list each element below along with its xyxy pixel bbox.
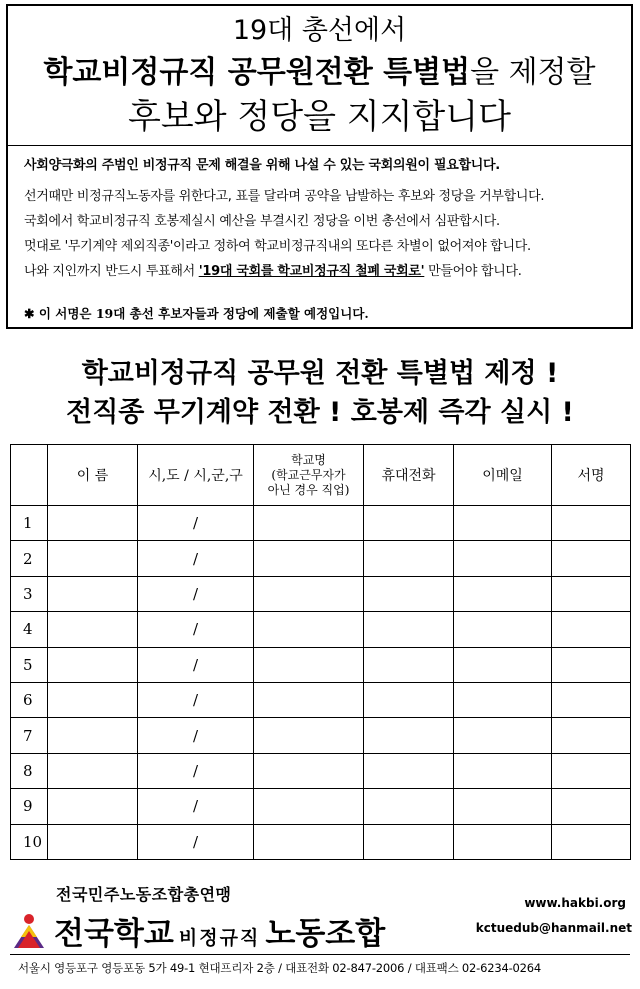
school-cell[interactable] — [254, 506, 364, 541]
headline-line-2 — [8, 54, 631, 92]
row-number: 9 — [11, 789, 48, 824]
phone-cell[interactable] — [364, 647, 454, 682]
email-cell[interactable] — [454, 682, 552, 717]
school-cell[interactable] — [254, 824, 364, 859]
union-name-part-1: 전국학교 — [54, 916, 174, 952]
table-row — [11, 576, 631, 611]
name-cell[interactable] — [48, 753, 138, 788]
email-cell[interactable] — [454, 753, 552, 788]
federation-name: 전국민주노동조합총연맹 — [56, 885, 232, 904]
row-number: 3 — [11, 576, 48, 611]
school-cell[interactable] — [254, 541, 364, 576]
row-number: 8 — [11, 753, 48, 788]
signature-cell[interactable] — [552, 682, 631, 717]
slogan-line-1: 학교비정규직 공무원 전환 특별법 제정 ! — [81, 358, 559, 389]
intro-emphasis: '19대 국회를 학교비정규직 철폐 국회로' — [198, 264, 425, 279]
region-cell[interactable]: / — [138, 576, 254, 611]
header-name: 이 름 — [48, 445, 138, 506]
phone-cell[interactable] — [364, 824, 454, 859]
website-link[interactable]: www.hakbi.org — [524, 896, 626, 910]
signature-rows — [11, 506, 631, 860]
school-cell[interactable] — [254, 789, 364, 824]
row-number: 6 — [11, 682, 48, 717]
phone-cell[interactable] — [364, 576, 454, 611]
header-school-sub-2: 아닌 경우 직업) — [267, 482, 350, 497]
name-cell[interactable] — [48, 718, 138, 753]
school-cell[interactable] — [254, 753, 364, 788]
row-number: 1 — [11, 506, 48, 541]
school-cell[interactable] — [254, 718, 364, 753]
signature-cell[interactable] — [552, 824, 631, 859]
email-cell[interactable] — [454, 647, 552, 682]
school-cell[interactable] — [254, 647, 364, 682]
email-cell[interactable] — [454, 824, 552, 859]
phone-cell[interactable] — [364, 753, 454, 788]
header-number — [11, 445, 48, 506]
intro-line: 멋대로 '무기계약 제외직종'이라고 정하여 학교비정규직내의 또다른 차별이 없어져야 합니다. — [24, 239, 531, 254]
region-cell[interactable]: / — [138, 789, 254, 824]
table-row — [11, 718, 631, 753]
signature-cell[interactable] — [552, 718, 631, 753]
region-cell[interactable]: / — [138, 506, 254, 541]
row-number: 5 — [11, 647, 48, 682]
signature-cell[interactable] — [552, 647, 631, 682]
region-cell[interactable]: / — [138, 682, 254, 717]
name-cell[interactable] — [48, 824, 138, 859]
phone-cell[interactable] — [364, 682, 454, 717]
header-phone: 휴대전화 — [364, 445, 454, 506]
intro-line-last — [24, 259, 624, 284]
signature-cell[interactable] — [552, 541, 631, 576]
email-cell[interactable] — [454, 506, 552, 541]
header-signature: 서명 — [552, 445, 631, 506]
phone-cell[interactable] — [364, 612, 454, 647]
table-header-row — [11, 445, 631, 506]
name-cell[interactable] — [48, 789, 138, 824]
email-cell[interactable] — [454, 541, 552, 576]
region-cell[interactable]: / — [138, 824, 254, 859]
signature-cell[interactable] — [552, 506, 631, 541]
union-logo-icon — [12, 913, 46, 949]
header-school-sub-1: (학교근무자가 — [271, 467, 346, 482]
header-region: 시,도 / 시,군,구 — [138, 445, 254, 506]
region-cell[interactable]: / — [138, 541, 254, 576]
region-cell[interactable]: / — [138, 647, 254, 682]
table-row — [11, 541, 631, 576]
footer-divider — [10, 954, 630, 955]
phone-cell[interactable] — [364, 541, 454, 576]
submission-note: ✱ 이 서명은 19대 총선 후보자들과 정당에 제출할 예정입니다. — [24, 306, 369, 321]
intro-lead: 사회양극화의 주범인 비정규직 문제 해결을 위해 나설 수 있는 국회의원이 필요합니다. — [24, 158, 500, 173]
intro-last-before: 나와 지인까지 반드시 투표해서 — [24, 264, 199, 279]
row-number: 7 — [11, 718, 48, 753]
school-cell[interactable] — [254, 576, 364, 611]
table-row — [11, 682, 631, 717]
phone-cell[interactable] — [364, 718, 454, 753]
header-email: 이메일 — [454, 445, 552, 506]
name-cell[interactable] — [48, 612, 138, 647]
row-number: 2 — [11, 541, 48, 576]
email-cell[interactable] — [454, 718, 552, 753]
name-cell[interactable] — [48, 647, 138, 682]
table-row — [11, 612, 631, 647]
signature-cell[interactable] — [552, 576, 631, 611]
phone-cell[interactable] — [364, 506, 454, 541]
intro-text — [24, 156, 624, 284]
union-name-part-2: 비정규직 — [178, 927, 261, 949]
headline-line-2-rest: 을 제정할 — [470, 55, 596, 90]
signature-table — [10, 444, 631, 860]
region-cell[interactable]: / — [138, 718, 254, 753]
row-number: 10 — [11, 824, 48, 859]
header-school-title: 학교명 — [291, 452, 326, 467]
region-cell[interactable]: / — [138, 612, 254, 647]
headline — [8, 6, 631, 146]
headline-line-1: 19대 총선에서 — [232, 15, 407, 46]
table-row — [11, 506, 631, 541]
name-cell[interactable] — [48, 682, 138, 717]
intro-line: 국회에서 학교비정규직 호봉제실시 예산을 부결시킨 정당을 이번 총선에서 심판합시다. — [24, 214, 500, 229]
email-cell[interactable] — [454, 576, 552, 611]
intro-line: 선거때만 비정규직노동자를 위한다고, 표를 달라며 공약을 남발하는 후보와 정당을 거부합니다. — [24, 189, 545, 204]
union-name — [54, 908, 385, 953]
phone-cell[interactable] — [364, 789, 454, 824]
signature-cell[interactable] — [552, 612, 631, 647]
headline-bold-phrase: 학교비정규직 공무원전환 특별법 — [43, 55, 471, 90]
signature-cell[interactable] — [552, 753, 631, 788]
school-cell[interactable] — [254, 612, 364, 647]
table-row — [11, 647, 631, 682]
union-name-part-3: 노동조합 — [265, 916, 386, 952]
row-number: 4 — [11, 612, 48, 647]
email-cell[interactable] — [454, 789, 552, 824]
region-cell[interactable]: / — [138, 753, 254, 788]
school-cell[interactable] — [254, 682, 364, 717]
header-school — [254, 445, 364, 506]
name-cell[interactable] — [48, 576, 138, 611]
name-cell[interactable] — [48, 541, 138, 576]
address-line: 서울시 영등포구 영등포동 5가 49-1 현대프리자 2층 / 대표전화 02-847-2006 / 대표팩스 02-6234-0264 — [18, 961, 541, 975]
table-row — [11, 753, 631, 788]
table-row — [11, 789, 631, 824]
email-cell[interactable] — [454, 612, 552, 647]
slogan-line-2: 전직종 무기계약 전환 ! 호봉제 즉각 실시 ! — [66, 397, 574, 428]
headline-line-3: 후보와 정당을 지지합니다 — [128, 97, 511, 137]
email-link[interactable]: kctuedub@hanmail.net — [475, 921, 632, 935]
name-cell[interactable] — [48, 506, 138, 541]
intro-last-after: 만들어야 합니다. — [424, 264, 522, 279]
petition-header-box — [6, 4, 633, 329]
signature-cell[interactable] — [552, 789, 631, 824]
table-row — [11, 824, 631, 859]
